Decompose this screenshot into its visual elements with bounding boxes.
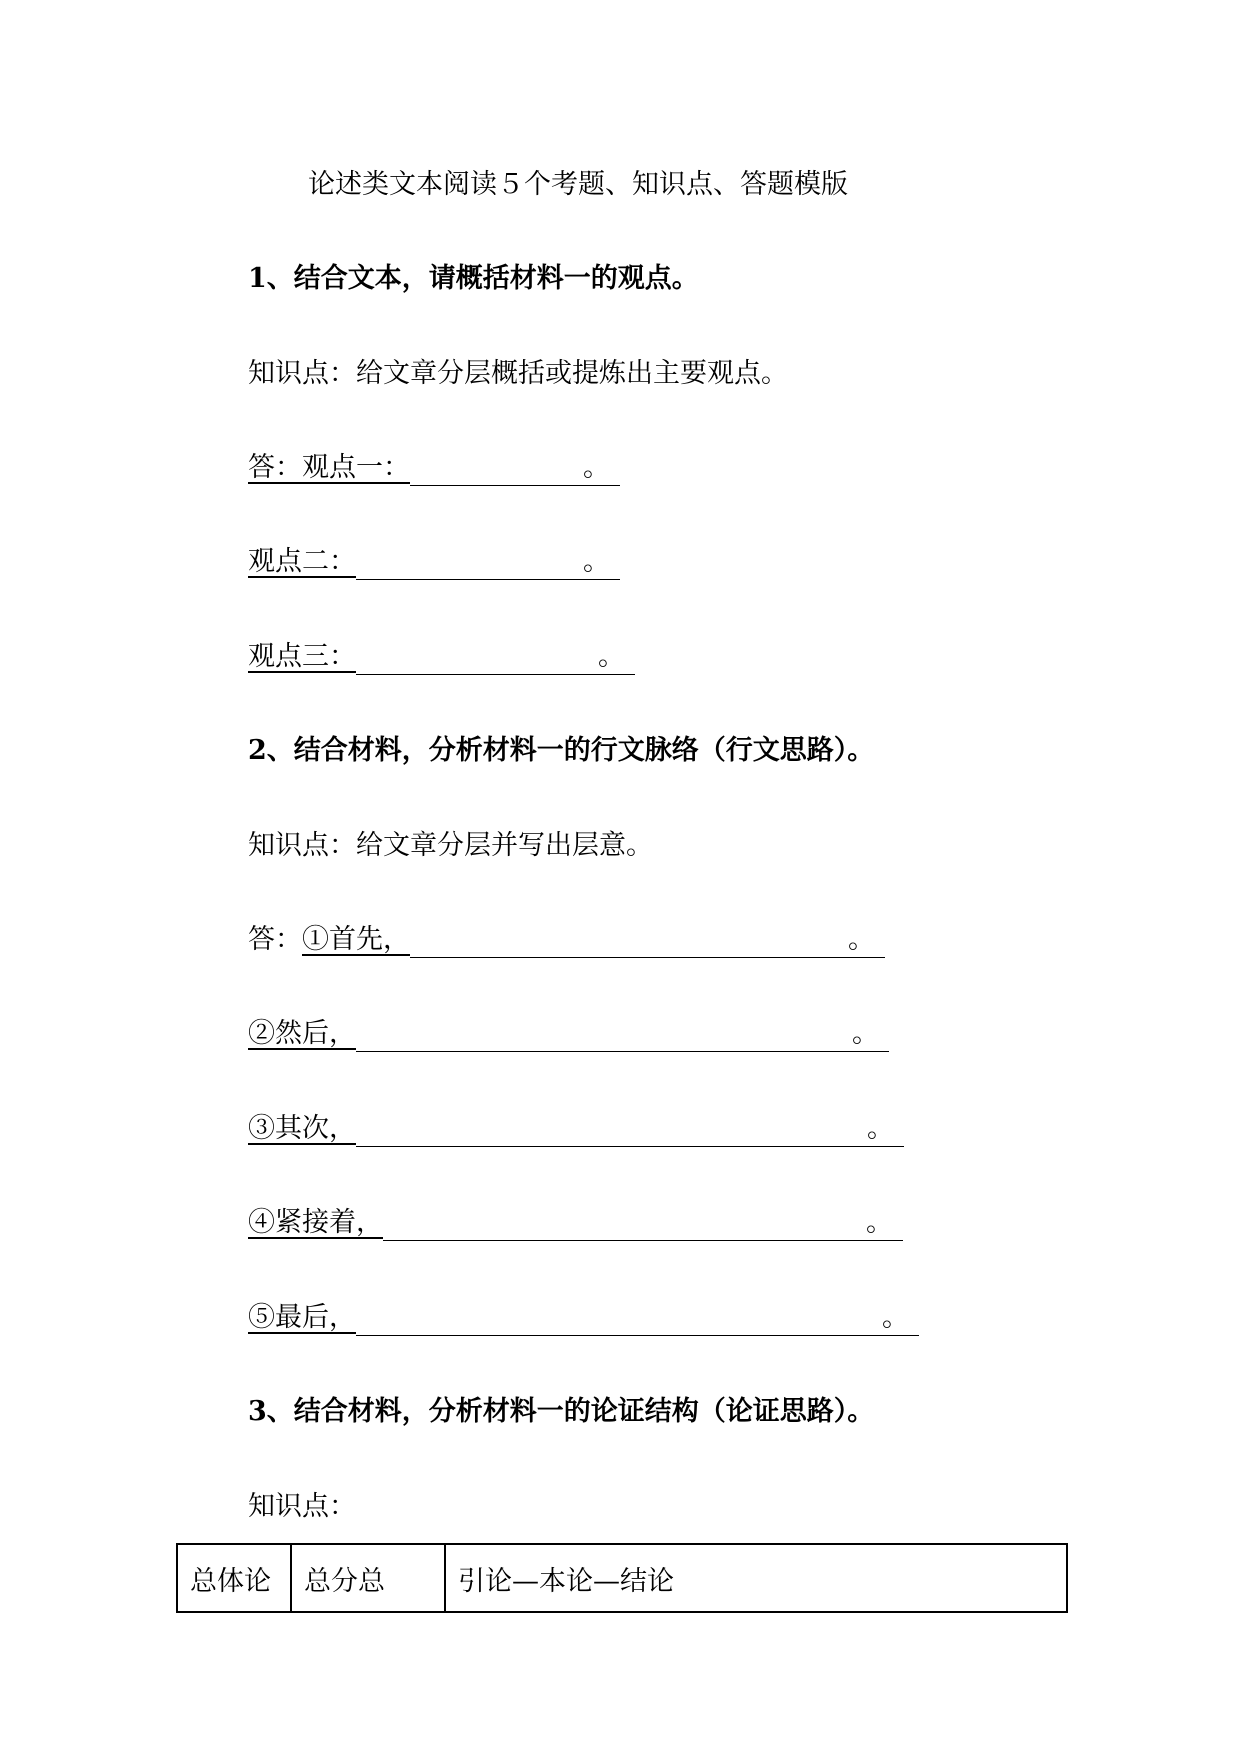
- document-title: 论述类文本阅读５个考题、知识点、答题模版: [308, 169, 848, 200]
- question-1-knowledge: 知识点：给文章分层概括或提炼出主要观点。: [248, 358, 788, 389]
- answer-blank[interactable]: [356, 1017, 889, 1052]
- question-1-answer-1: [248, 451, 620, 486]
- table-cell: 总体论: [177, 1544, 291, 1612]
- question-1-answer-3: [248, 640, 635, 675]
- question-2-answer-5: [248, 1301, 919, 1336]
- answer-blank[interactable]: [356, 640, 635, 675]
- end-mark: 。: [866, 1207, 893, 1238]
- answer-item-label: ③其次，: [248, 1113, 356, 1144]
- end-mark: 。: [848, 924, 875, 955]
- question-3-knowledge: 知识点：: [248, 1491, 356, 1522]
- answer-item-label: ①首先，: [302, 924, 410, 955]
- question-2-heading: 2、结合材料，分析材料一的行文脉络（行文思路）。: [248, 735, 875, 766]
- question-1-heading: 1、结合文本，请概括材料一的观点。: [248, 263, 699, 294]
- question-3-heading: 3、结合材料，分析材料一的论证结构（论证思路）。: [248, 1396, 875, 1427]
- end-mark: 。: [583, 546, 610, 577]
- table-cell: 总分总: [291, 1544, 445, 1612]
- question-2-answer-4: [248, 1206, 903, 1241]
- answer-item-label: ⑤最后，: [248, 1302, 356, 1333]
- question-2-answer-2: [248, 1017, 889, 1052]
- answer-prefix: 答：: [248, 452, 302, 483]
- question-1-answer-2: [248, 545, 620, 580]
- question-2-answer-1: [248, 923, 885, 958]
- answer-item-label: 观点三：: [248, 641, 356, 672]
- answer-blank[interactable]: [356, 545, 620, 580]
- answer-blank[interactable]: [383, 1206, 903, 1241]
- table-cell: 引论—本论—结论: [445, 1544, 1067, 1612]
- answer-item-label: ②然后，: [248, 1018, 356, 1049]
- end-mark: 。: [882, 1302, 909, 1333]
- answer-item-label: ④紧接着，: [248, 1207, 383, 1238]
- argument-structure-table: [176, 1543, 1068, 1613]
- table-row: [177, 1544, 1067, 1612]
- end-mark: 。: [852, 1018, 879, 1049]
- question-2-knowledge: 知识点：给文章分层并写出层意。: [248, 830, 653, 861]
- end-mark: 。: [867, 1113, 894, 1144]
- answer-blank[interactable]: [410, 451, 620, 486]
- end-mark: 。: [598, 641, 625, 672]
- answer-blank[interactable]: [410, 923, 885, 958]
- answer-blank[interactable]: [356, 1301, 919, 1336]
- question-2-answer-3: [248, 1112, 904, 1147]
- answer-item-label: 观点二：: [248, 546, 356, 577]
- end-mark: 。: [583, 452, 610, 483]
- answer-item-label: 观点一：: [302, 452, 410, 483]
- answer-blank[interactable]: [356, 1112, 904, 1147]
- answer-prefix: 答：: [248, 924, 302, 955]
